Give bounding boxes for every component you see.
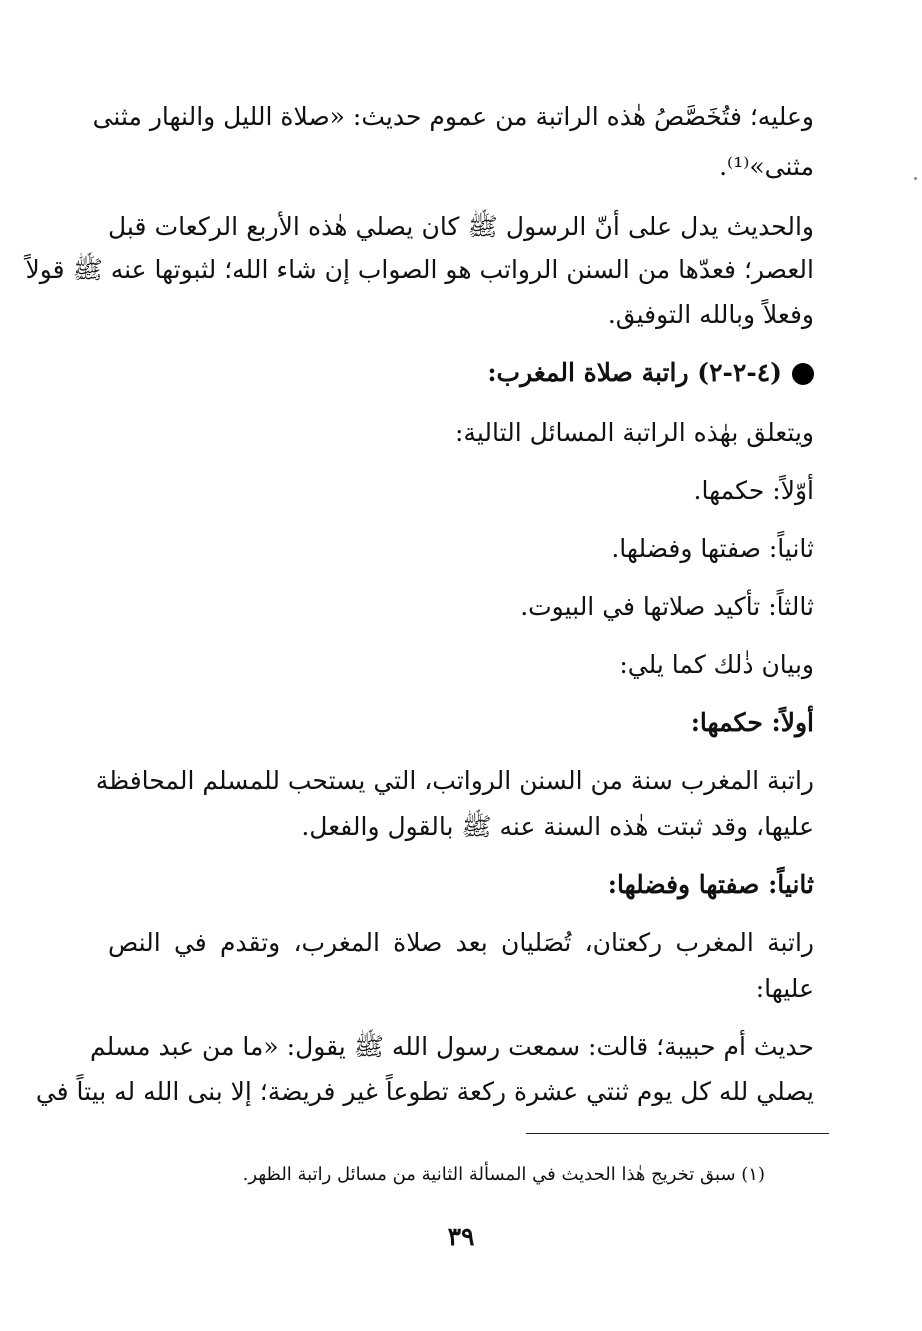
paragraph-line: راتبة المغرب ركعتان، تُصَليان بعد صلاة المغرب، وتقدم في النص xyxy=(108,928,814,957)
paragraph-line: عليها، وقد ثبتت هٰذه السنة عنه ﷺ بالقول والفعل. xyxy=(301,812,814,841)
section-heading: (٤-٢-٢) راتبة صلاة المغرب: xyxy=(487,358,782,387)
paragraph-line: عليها: xyxy=(755,974,814,1003)
paragraph-line: والحديث يدل على أنّ الرسول ﷺ كان يصلي هٰذه الأربع الركعات قبل xyxy=(108,212,814,241)
scan-speck xyxy=(914,177,917,180)
subheading: ثانياً: صفتها وفضلها: xyxy=(607,870,814,899)
bullet-icon xyxy=(792,363,814,385)
list-item: أوّلاً: حكمها. xyxy=(693,476,814,505)
paragraph-line: راتبة المغرب سنة من السنن الرواتب، التي يستحب للمسلم المحافظة xyxy=(95,766,814,795)
paragraph-line: حديث أم حبيبة؛ قالت: سمعت رسول الله ﷺ يقول: «ما من عبد مسلم xyxy=(89,1032,814,1061)
paragraph-line: يصلي لله كل يوم ثنتي عشرة ركعة تطوعاً غير فريضة؛ إلا بنى الله له بيتاً في xyxy=(35,1077,814,1106)
intro-line: ويتعلق بهٰذه الراتبة المسائل التالية: xyxy=(455,418,814,447)
subheading: أولاً: حكمها: xyxy=(690,708,814,737)
list-item: ثانياً: صفتها وفضلها. xyxy=(611,534,814,563)
paragraph-line: مثنى»⁽¹⁾. xyxy=(719,152,814,181)
transition-line: وبيان ذٰلك كما يلي: xyxy=(619,650,814,679)
page-number: ٣٩ xyxy=(447,1222,475,1251)
list-item: ثالثاً: تأكيد صلاتها في البيوت. xyxy=(520,592,814,621)
paragraph-line: وفعلاً وبالله التوفيق. xyxy=(607,300,814,329)
footnote: (١) سبق تخريج هٰذا الحديث في المسألة الثانية من مسائل راتبة الظهر. xyxy=(242,1164,765,1185)
footnote-divider xyxy=(526,1133,829,1134)
paragraph-line: وعليه؛ فتُخَصَّصُ هٰذه الراتبة من عموم حديث: «صلاة الليل والنهار مثنى xyxy=(92,102,814,131)
paragraph-line: العصر؛ فعدّها من السنن الرواتب هو الصواب إن شاء الله؛ لثبوتها عنه ﷺ قولاً xyxy=(25,255,814,284)
